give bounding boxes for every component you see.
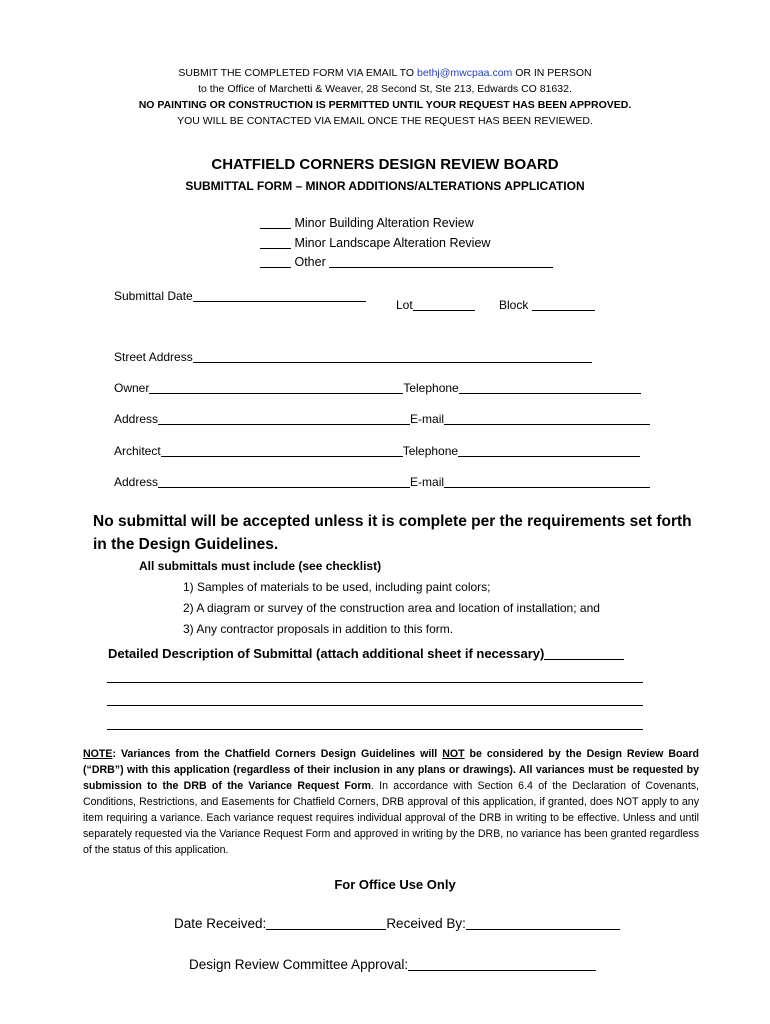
architect-email-field[interactable] <box>444 476 650 488</box>
owner-address-row <box>114 412 650 426</box>
date-received-field[interactable] <box>266 918 386 930</box>
note-label: NOTE <box>83 748 113 760</box>
street-address-field[interactable] <box>193 351 592 363</box>
architect-address-label: Address <box>114 475 159 489</box>
block-row <box>499 298 595 312</box>
received-by-field[interactable] <box>466 918 620 930</box>
owner-address-label: Address <box>114 412 159 426</box>
street-address-label: Street Address <box>114 350 193 364</box>
option-building-label: Minor Building Alteration Review <box>294 216 474 230</box>
note-text-2: be considered by the Design Review Board (“DRB”) with this application (regardless of their inclusion in any plans or drawings). All variances must be requested by submission to the DRB of the Variance Request Form <box>83 748 699 792</box>
approval-field[interactable] <box>408 959 596 971</box>
owner-label: Owner <box>114 381 150 395</box>
description-line-2[interactable] <box>107 705 643 706</box>
requirement-item-3: 3) Any contractor proposals in addition to this form. <box>183 622 454 636</box>
submittal-date-field[interactable] <box>193 290 366 302</box>
submit-instructions-text: SUBMIT THE COMPLETED FORM VIA EMAIL TO <box>178 67 417 79</box>
lot-row <box>396 298 475 312</box>
owner-row <box>114 381 641 395</box>
office-received-row <box>174 916 620 931</box>
submittal-date-label: Submittal Date <box>114 289 193 303</box>
option-other-label: Other <box>294 255 326 269</box>
owner-address-field[interactable] <box>158 413 410 425</box>
option-landscape[interactable] <box>260 236 490 250</box>
architect-telephone-field[interactable] <box>458 445 640 457</box>
requirements-heading-line1: No submittal will be accepted unless it is complete per the requirements set forth <box>93 513 692 530</box>
description-row <box>108 646 624 661</box>
email-link[interactable]: bethj@mwcpaa.com <box>417 67 513 79</box>
construction-warning: NO PAINTING OR CONSTRUCTION IS PERMITTED UNTIL YOUR REQUEST HAS BEEN APPROVED. <box>138 99 632 111</box>
requirement-item-1: 1) Samples of materials to be used, including paint colors; <box>183 580 491 594</box>
block-field[interactable] <box>532 299 595 311</box>
option-building-blank[interactable] <box>260 217 291 229</box>
description-line-3[interactable] <box>107 729 643 730</box>
lot-field[interactable] <box>413 299 475 311</box>
date-received-label: Date Received: <box>174 916 267 931</box>
variance-note <box>83 746 699 858</box>
requirements-heading-line2: in the Design Guidelines. <box>93 536 279 553</box>
submit-instructions <box>0 67 770 79</box>
option-other[interactable] <box>260 255 553 269</box>
architect-field[interactable] <box>161 445 403 457</box>
owner-email-label: E-mail <box>410 412 445 426</box>
note-not-emphasis: NOT <box>442 748 465 760</box>
owner-telephone-field[interactable] <box>459 382 641 394</box>
submit-instructions-suffix: OR IN PERSON <box>512 67 592 79</box>
office-use-heading: For Office Use Only <box>334 877 456 892</box>
owner-email-field[interactable] <box>444 413 650 425</box>
description-label: Detailed Description of Submittal (attach additional sheet if necessary) <box>108 646 545 661</box>
contact-notice: YOU WILL BE CONTACTED VIA EMAIL ONCE THE REQUEST HAS BEEN REVIEWED. <box>177 115 593 127</box>
form-subtitle: SUBMITTAL FORM – MINOR ADDITIONS/ALTERATIONS APPLICATION <box>185 179 585 193</box>
office-address: to the Office of Marchetti & Weaver, 28 Second St, Ste 213, Edwards CO 81632. <box>198 83 572 95</box>
option-landscape-label: Minor Landscape Alteration Review <box>294 236 491 250</box>
form-title: CHATFIELD CORNERS DESIGN REVIEW BOARD <box>211 156 559 173</box>
option-other-blank[interactable] <box>260 256 291 268</box>
received-by-label: Received By: <box>386 916 466 931</box>
description-field-inline[interactable] <box>544 648 624 660</box>
note-text-3: . In accordance with Section 6.4 of the Declaration of Covenants, Conditions, Restrictions, and Easements for Chatfield Corners, DRB approval of this application, if granted, does NOT apply to any item requiring a variance. Each variance request requires individual approval of the DRB in writing to be effective. Unless and until separately requested via the Variance Request Form and approved in writing by the DRB, no variance has been granted regardless of the status of this application. <box>83 780 700 856</box>
architect-telephone-label: Telephone <box>402 444 459 458</box>
note-text-1: : Variances from the Chatfield Corners Design Guidelines will <box>112 748 443 760</box>
requirement-item-2: 2) A diagram or survey of the construction area and location of installation; and <box>183 601 600 615</box>
owner-field[interactable] <box>149 382 403 394</box>
architect-email-label: E-mail <box>410 475 445 489</box>
lot-label: Lot <box>396 298 413 312</box>
option-other-field[interactable] <box>329 256 553 268</box>
description-line-1[interactable] <box>107 682 643 683</box>
option-building[interactable] <box>260 216 474 230</box>
option-landscape-blank[interactable] <box>260 237 291 249</box>
architect-address-row <box>114 475 650 489</box>
owner-telephone-label: Telephone <box>403 381 459 395</box>
requirements-intro: All submittals must include (see checklist) <box>139 559 382 573</box>
block-label: Block <box>499 298 529 312</box>
architect-row <box>114 444 640 458</box>
approval-label: Design Review Committee Approval: <box>189 957 409 972</box>
architect-address-field[interactable] <box>158 476 410 488</box>
submittal-date-row <box>114 289 366 303</box>
street-address-row <box>114 350 592 364</box>
approval-row <box>189 957 596 972</box>
architect-label: Architect <box>114 444 161 458</box>
